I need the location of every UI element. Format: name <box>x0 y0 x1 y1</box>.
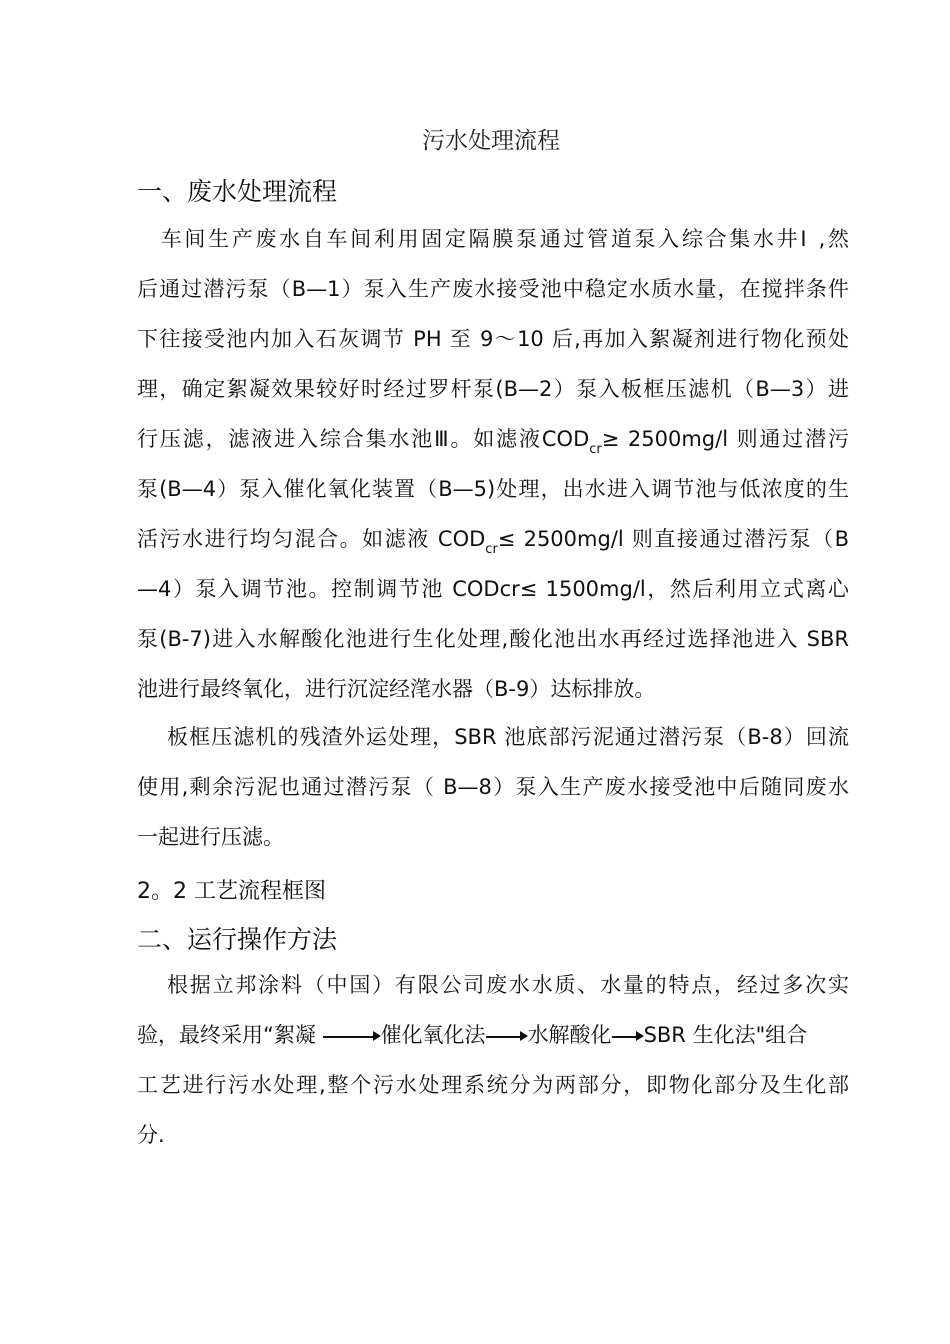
paragraph-line <box>137 414 849 464</box>
paragraph-line <box>137 1010 849 1060</box>
paragraph-line: 泵(B—4）泵入催化氧化装置（B—5)处理，出水进入调节池与低浓度的生 <box>137 477 849 501</box>
paragraph-line: 车间生产废水自车间利用固定隔膜泵通过管道泵入综合集水井Ⅰ ,然 <box>137 227 849 251</box>
text-fragment: 活污水进行均匀混合。如滤液 COD <box>137 527 486 551</box>
text-fragment: 行压滤，滤液进入综合集水池Ⅲ。如滤液COD <box>137 427 590 451</box>
text-fragment: ≤ 2500mg/l 则直接通过潜污泵（B <box>497 527 849 551</box>
subscript: cr <box>589 442 602 457</box>
paragraph-line: —4）泵入调节池。控制调节池 CODcr≤ 1500mg/l，然后利用立式离心 <box>137 577 849 601</box>
subheading-flowchart: 2。2 工艺流程框图 <box>137 879 326 904</box>
paragraph-line: 泵(B-7)进入水解酸化池进行生化处理,酸化池出水再经过选择池进入 SBR <box>137 627 849 651</box>
text-fragment: ≥ 2500mg/l 则通过潜污 <box>601 427 849 451</box>
paragraph-sludge <box>137 712 849 862</box>
paragraph-operation-method <box>137 960 849 1160</box>
section-heading-2: 二、运行操作方法 <box>137 925 338 954</box>
paragraph-line: 一起进行压滤。 <box>137 825 284 849</box>
paragraph-line: 板框压滤机的残渣外运处理，SBR 池底部污泥通过潜污泵（B-8）回流 <box>167 725 849 749</box>
subscript: cr <box>485 542 498 557</box>
document-title: 污水处理流程 <box>422 128 560 154</box>
arrow-right-icon <box>323 1031 381 1041</box>
paragraph-wastewater-process <box>137 214 849 714</box>
arrow-right-icon <box>486 1031 528 1041</box>
section-heading-1: 一、废水处理流程 <box>137 177 338 206</box>
paragraph-line: 理，确定絮凝效果较好时经过罗杆泵(B—2）泵入板框压滤机（B—3）进 <box>137 377 849 401</box>
paragraph-line: 分. <box>137 1123 165 1147</box>
paragraph-line: 根据立邦涂料（中国）有限公司废水水质、水量的特点，经过多次实 <box>167 973 849 997</box>
text-fragment: 验，最终采用“絮凝 <box>137 1023 323 1047</box>
arrow-right-icon <box>612 1031 644 1041</box>
paragraph-line: 使用,剩余污泥也通过潜污泵（ B—8）泵入生产废水接受池中后随同废水 <box>137 775 849 799</box>
paragraph-line: 下往接受池内加入石灰调节 PH 至 9～10 后,再加入絮凝剂进行物化预处 <box>137 327 849 351</box>
text-fragment: 水解酸化 <box>527 1023 612 1047</box>
paragraph-line: 池进行最终氧化，进行沉淀经滗水器（B-9）达标排放。 <box>137 677 656 701</box>
text-fragment: SBR 生化法"组合 <box>643 1023 808 1047</box>
paragraph-line <box>137 514 849 564</box>
text-fragment: 催化氧化法 <box>380 1023 486 1047</box>
paragraph-line: 后通过潜污泵（B—1）泵入生产废水接受池中稳定水质水量，在搅拌条件 <box>137 277 849 301</box>
paragraph-line: 工艺进行污水处理,整个污水处理系统分为两部分，即物化部分及生化部 <box>137 1073 849 1097</box>
